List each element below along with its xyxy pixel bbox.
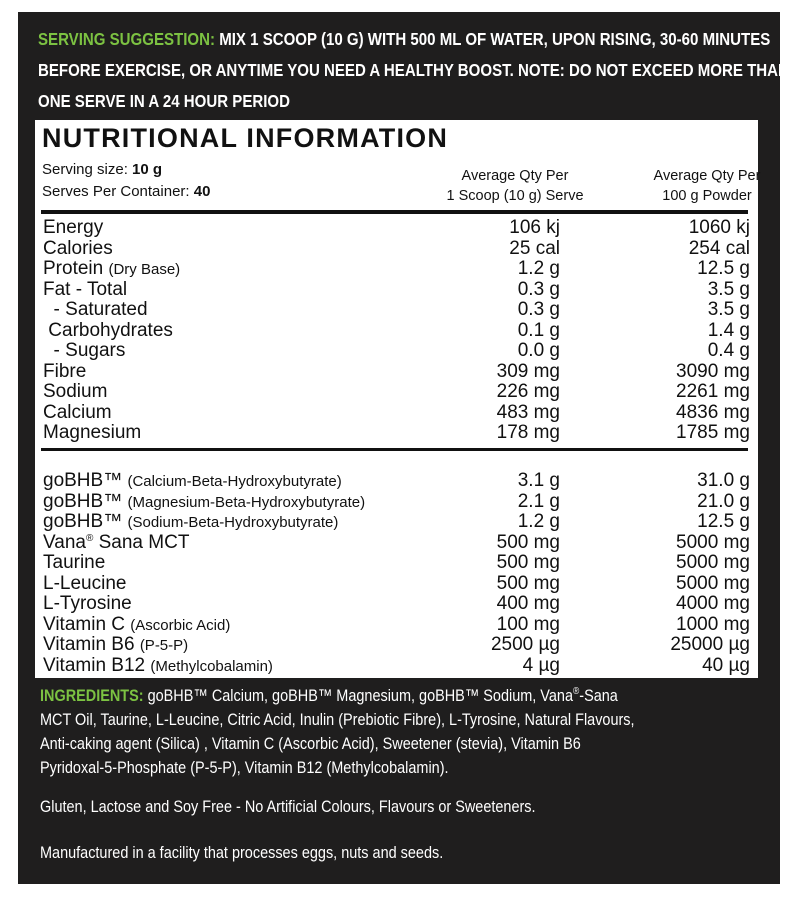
table-row <box>43 552 750 574</box>
row-name-main: Protein <box>43 258 104 279</box>
value-per-100g: 254 cal <box>688 237 750 259</box>
serving-suggestion <box>38 24 789 117</box>
row-name-main: Taurine <box>43 552 106 573</box>
table-row <box>43 572 750 595</box>
row-name <box>43 280 127 302</box>
value-per-serve: 2.1 g <box>517 490 560 512</box>
value-per-100g: 40 µg <box>702 654 750 676</box>
value-per-serve: 483 mg <box>496 401 560 423</box>
serving-line-3: ONE SERVE IN A 24 HOUR PERIOD <box>38 91 291 111</box>
ingredients-line-4: Pyridoxal-5-Phosphate (P-5-P), Vitamin B12 (Methylcobalamin). <box>40 758 449 777</box>
row-name <box>43 300 148 322</box>
row-name <box>43 471 342 493</box>
value-per-100g: 1060 kj <box>688 217 750 238</box>
value-per-100g: 25000 µg <box>670 634 750 655</box>
row-name <box>43 553 105 575</box>
row-name-main: Calories <box>43 237 113 259</box>
value-per-serve: 226 mg <box>496 381 560 402</box>
table-row <box>43 360 750 383</box>
row-name <box>43 574 126 596</box>
table-row <box>43 470 750 492</box>
row-name-main: - Sugars <box>43 340 126 361</box>
value-per-serve: 0.3 g <box>517 278 560 300</box>
row-note: (Magnesium-Beta-Hydroxybutyrate) <box>127 493 366 511</box>
value-per-100g: 12.5 g <box>697 511 750 532</box>
value-per-100g: 0.4 g <box>707 340 750 361</box>
col1-line2: 1 Scoop (10 g) Serve <box>446 188 584 204</box>
serving-size-label: Serving size: <box>42 161 128 178</box>
value-per-100g: 21.0 g <box>697 490 750 512</box>
value-per-serve: 309 mg <box>496 360 560 382</box>
value-per-serve: 2500 µg <box>490 634 560 655</box>
table-row <box>43 258 750 280</box>
table-row <box>43 593 750 615</box>
value-per-100g: 3090 mg <box>676 360 750 382</box>
value-per-serve: 3.1 g <box>517 470 560 491</box>
table-row <box>43 381 750 403</box>
serves-per-container <box>42 183 210 201</box>
value-per-100g: 12.5 g <box>697 258 750 279</box>
value-per-100g: 3.5 g <box>707 278 750 300</box>
row-name <box>43 615 230 637</box>
row-name <box>43 382 107 404</box>
row-name-main: Sodium <box>43 381 108 402</box>
row-name <box>43 423 141 445</box>
value-per-100g: 5000 mg <box>676 531 750 553</box>
ingredients-line-1b: -Sana <box>579 686 618 705</box>
value-per-serve: 106 kj <box>509 217 560 238</box>
row-name-tail: Sana MCT <box>93 531 190 553</box>
row-name-main: L-Leucine <box>43 572 127 594</box>
col1-line1: Average Qty Per <box>461 168 569 184</box>
value-per-serve: 500 mg <box>496 552 560 573</box>
nutrition-panel <box>35 120 761 678</box>
value-per-100g: 5000 mg <box>676 552 750 573</box>
ingredients-label: INGREDIENTS: <box>40 686 144 705</box>
column-header-per-serve <box>415 166 615 206</box>
row-name-main: Calcium <box>43 401 112 423</box>
row-name <box>43 492 365 514</box>
row-name <box>43 218 103 240</box>
col2-line2: 100 g Powder <box>662 188 752 204</box>
value-per-serve: 500 mg <box>496 572 560 594</box>
value-per-100g: 1.4 g <box>707 319 750 341</box>
value-per-100g: 2261 mg <box>676 381 750 402</box>
row-name-main: Vitamin C <box>43 613 126 635</box>
ingredients-block <box>40 684 686 780</box>
table-row <box>43 654 750 677</box>
value-per-serve: 1.2 g <box>517 511 560 532</box>
value-per-serve: 0.0 g <box>517 340 560 361</box>
row-name <box>43 635 188 657</box>
table-row <box>43 634 750 656</box>
value-per-serve: 4 µg <box>522 654 560 676</box>
serves-value: 40 <box>193 183 211 200</box>
table-row <box>43 613 750 636</box>
ingredients-line-3: Anti-caking agent (Silica) , Vitamin C (Ascorbic Acid), Sweetener (stevia), Vitamin B6 <box>40 734 581 753</box>
row-name <box>43 239 113 261</box>
value-per-100g: 5000 mg <box>676 572 750 594</box>
row-name <box>43 362 86 384</box>
table-row <box>43 531 750 554</box>
serving-suggestion-label: SERVING SUGGESTION: <box>38 29 216 49</box>
row-name <box>43 512 338 534</box>
value-per-100g: 3.5 g <box>707 299 750 320</box>
ingredients-line-2: MCT Oil, Taurine, L-Leucine, Citric Acid, Inulin (Prebiotic Fibre), L-Tyrosine, Natural Flavours, <box>40 710 635 729</box>
value-per-serve: 400 mg <box>496 593 560 614</box>
divider-middle <box>41 448 748 451</box>
table-row <box>43 217 750 239</box>
value-per-serve: 500 mg <box>496 531 560 553</box>
nutrition-title: NUTRITIONAL INFORMATION <box>42 123 449 153</box>
column-header-per-100g <box>607 166 800 206</box>
row-name-main: Fat - Total <box>43 278 128 300</box>
serving-size-value: 10 g <box>132 161 163 178</box>
value-per-serve: 0.3 g <box>517 299 560 320</box>
value-per-serve: 0.1 g <box>517 319 560 341</box>
row-name-main: Fibre <box>43 360 87 382</box>
row-note: (Dry Base) <box>108 261 181 278</box>
table-row <box>43 511 750 533</box>
row-note: (P-5-P) <box>139 637 189 654</box>
row-name-sup: ® <box>85 532 94 544</box>
row-name-main: Carbohydrates <box>43 319 173 341</box>
row-name-main: Vitamin B12 <box>43 654 146 676</box>
row-note: (Sodium-Beta-Hydroxybutyrate) <box>127 514 339 531</box>
ingredients-line-1a: goBHB™ Calcium, goBHB™ Magnesium, goBHB™ Sodium, Vana <box>147 686 573 705</box>
allergen-statement: Manufactured in a facility that processes eggs, nuts and seeds. <box>40 843 444 862</box>
table-row <box>43 401 750 424</box>
row-name-main: - Saturated <box>43 299 148 320</box>
label-panel <box>18 12 789 884</box>
table-row <box>43 237 750 260</box>
serves-label: Serves Per Container: <box>42 183 190 200</box>
row-name-main: L-Tyrosine <box>43 593 132 614</box>
table-row <box>43 299 750 321</box>
value-per-serve: 178 mg <box>496 422 560 443</box>
serving-size <box>42 161 162 179</box>
row-name <box>43 341 125 363</box>
row-name <box>43 321 173 343</box>
table-row <box>43 278 750 301</box>
row-name-main: Magnesium <box>43 422 142 443</box>
table-row <box>43 340 750 362</box>
serving-line-2: BEFORE EXERCISE, OR ANYTIME YOU NEED A HEALTHY BOOST. NOTE: DO NOT EXCEED MORE THAN <box>38 60 789 80</box>
row-note: (Methylcobalamin) <box>150 657 273 675</box>
serving-line-1: MIX 1 SCOOP (10 G) WITH 500 ML OF WATER, UPON RISING, 30-60 MINUTES <box>219 29 771 49</box>
value-per-100g: 1785 mg <box>676 422 750 443</box>
divider-top <box>41 210 748 214</box>
value-per-100g: 4000 mg <box>676 593 750 614</box>
row-note: (Ascorbic Acid) <box>130 616 231 634</box>
row-name-main: goBHB™ <box>43 470 123 491</box>
table-row <box>43 490 750 513</box>
value-per-serve: 1.2 g <box>517 258 560 279</box>
value-per-serve: 100 mg <box>496 613 560 635</box>
table-row <box>43 319 750 342</box>
row-name-main: goBHB™ <box>43 511 123 532</box>
col2-line1: Average Qty Per <box>653 168 761 184</box>
row-note: (Calcium-Beta-Hydroxybutyrate) <box>127 473 342 490</box>
row-name-main: Vitamin B6 <box>43 634 135 655</box>
table-row <box>43 422 750 444</box>
row-name <box>43 656 273 678</box>
row-name <box>43 259 180 281</box>
row-name <box>43 594 132 616</box>
free-from-statement: Gluten, Lactose and Soy Free - No Artificial Colours, Flavours or Sweeteners. <box>40 797 536 816</box>
value-per-100g: 1000 mg <box>676 613 750 635</box>
value-per-serve: 25 cal <box>509 237 560 259</box>
row-name-main: goBHB™ <box>43 490 123 512</box>
row-name-main: Vana <box>43 531 86 553</box>
value-per-100g: 31.0 g <box>697 470 750 491</box>
row-name <box>43 533 189 555</box>
row-name-main: Energy <box>43 217 104 238</box>
row-name <box>43 403 112 425</box>
value-per-100g: 4836 mg <box>676 401 750 423</box>
registered-mark: ® <box>572 686 580 697</box>
